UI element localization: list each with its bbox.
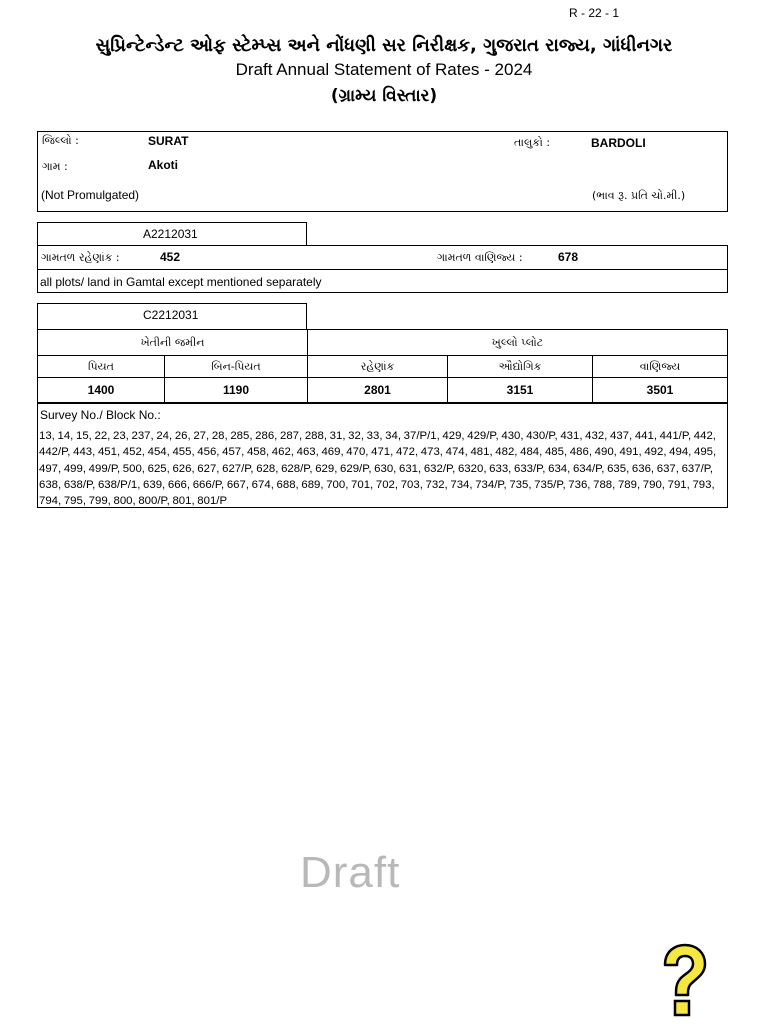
title-gujarati: સુપ્રિન્ટેન્ડેન્ટ ઓફ સ્ટેમ્પ્સ અને નોંધણી સર નિરીક્ષક, ગુજરાત રાજ્ય, ગાંધીનગર xyxy=(95,35,673,56)
survey-numbers: 13, 14, 15, 22, 23, 237, 24, 26, 27, 28, 285, 286, 287, 288, 31, 32, 33, 34, 37/P/1, 429, 429/P, 430, 430/P, 431, 432, 437, 441, 441/P, 442, 442/P, 443, 451, 452, 454, 455, 456, 457, 458, 462, 463, 469, 470, 471, 472, 473, 474, 481, 482, 484, 485, 486, 490, 491, 492, 494, 495, 497, 499, 499/P, 500, 625, 626, 627, 627/P, 628, 628/P, 629, 629/P, 630, 631, 632/P, 6320, 633, 633/P, 634, 634/P, 635, 636, 637, 637/P, 638, 638/P, 638/P/1, 639, 666, 666/P, 667, 674, 688, 689, 700, 701, 702, 703, 732, 734, 734/P, 735, 735/P, 736, 788, 789, 790, 791, 793, 794, 795, 799, 800, 800/P, 801, 801/P xyxy=(39,430,717,508)
district-value: SURAT xyxy=(148,134,189,148)
col-residential: રહેણાંક xyxy=(308,356,448,378)
col-commercial: વાણિજ્ય xyxy=(593,356,728,378)
draft-watermark: Draft xyxy=(300,848,401,897)
value-industrial: 3151 xyxy=(448,378,593,403)
district-label: જિલ્લો : xyxy=(42,134,79,147)
value-commercial: 3501 xyxy=(593,378,728,403)
col-industrial: ઔદ્યોગિક xyxy=(448,356,593,378)
area-subtitle: (ગ્રામ્ય વિસ્તાર) xyxy=(330,86,438,106)
taluka-label: તાલુકો : xyxy=(514,136,551,149)
gamtal-commercial-label: ગામતળ વાણિજ્ય : xyxy=(437,251,523,264)
question-mark-icon[interactable] xyxy=(653,943,713,1019)
col-irrigated: પિયત xyxy=(38,356,165,378)
gamtal-code: A2212031 xyxy=(143,227,198,241)
gamtal-residential-value: 452 xyxy=(160,250,181,264)
gamtal-commercial-value: 678 xyxy=(558,250,579,264)
value-irrigated: 1400 xyxy=(38,378,165,403)
col-non-irrigated: બિન-પિયત xyxy=(165,356,308,378)
agri-land-header: ખેતીની જમીન xyxy=(38,330,308,356)
promulgation-status: (Not Promulgated) xyxy=(41,188,140,202)
zone-code: C2212031 xyxy=(143,308,199,322)
gamtal-note: all plots/ land in Gamtal except mentioned separately xyxy=(40,275,322,289)
title-english: Draft Annual Statement of Rates - 2024 xyxy=(235,60,533,79)
gamtal-residential-label: ગામતળ રહેણાંક : xyxy=(41,251,120,264)
zone-rate-table xyxy=(37,329,728,403)
village-value: Akoti xyxy=(148,158,178,172)
value-non-irrigated: 1190 xyxy=(165,378,308,403)
village-label: ગામ : xyxy=(42,160,68,173)
gamtal-divider xyxy=(37,269,728,270)
open-plot-header: ખુલ્લો પ્લોટ xyxy=(308,330,728,356)
value-residential: 2801 xyxy=(308,378,448,403)
survey-label: Survey No./ Block No.: xyxy=(40,408,161,422)
page-reference: R - 22 - 1 xyxy=(569,6,620,20)
taluka-value: BARDOLI xyxy=(591,136,646,150)
rate-unit-note: (ભાવ રૂ. પ્રતિ ચો.મી.) xyxy=(592,189,686,202)
